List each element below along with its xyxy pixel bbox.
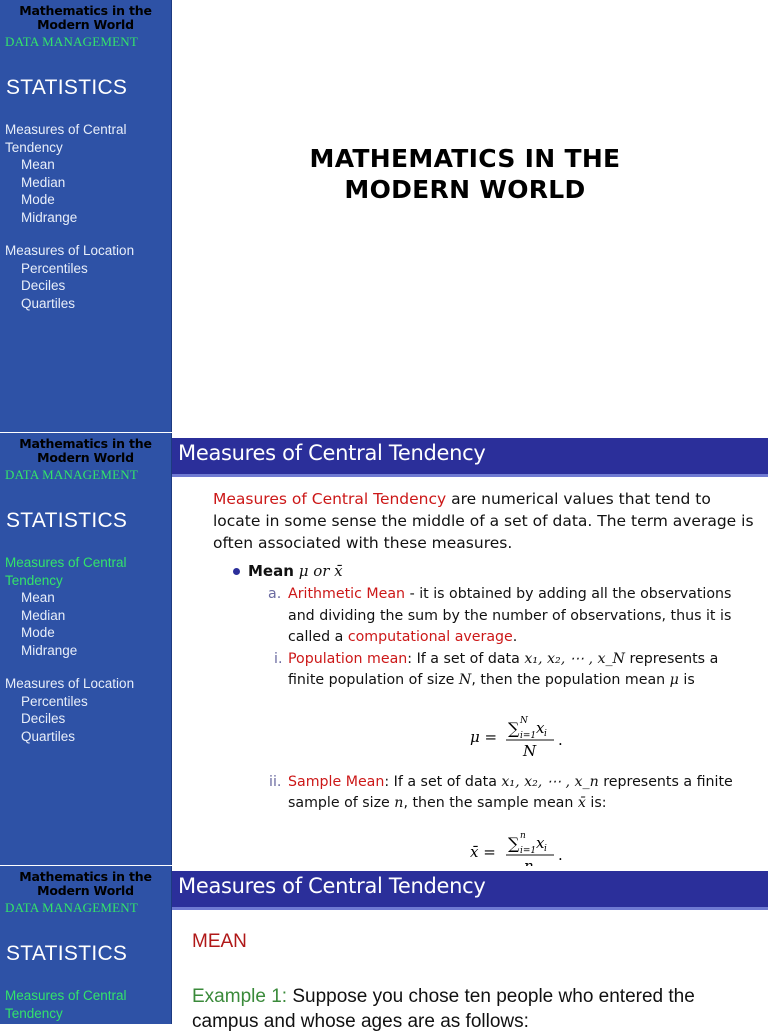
nav-item-midrange[interactable]: Midrange: [21, 209, 78, 225]
population-mean-formula: [468, 712, 628, 760]
nav-item-midrange[interactable]: Midrange: [21, 642, 78, 658]
nav-label: Tendency: [5, 1005, 63, 1021]
item-sample-mean: [269, 772, 756, 815]
example-label: Example 1:: [192, 986, 288, 1007]
brand-subtitle: DATA MANAGEMENT: [5, 34, 139, 49]
svg-text:n: n: [520, 830, 526, 841]
population-text-4: is: [678, 672, 695, 688]
svg-text:.: .: [558, 845, 563, 864]
population-text-2: represents a finite population of size: [288, 650, 719, 688]
svg-text:x: x: [536, 718, 545, 737]
nav-group-central-tendency: [5, 554, 171, 659]
sample-text-4: is:: [585, 795, 607, 811]
brand-line-2: Modern World: [37, 450, 134, 465]
nav-item-deciles[interactable]: Deciles: [21, 278, 66, 293]
sample-text-1: : If a set of data: [384, 773, 502, 790]
nav-label: Tendency: [5, 572, 63, 588]
sample-text-3: , then the sample mean: [403, 795, 578, 811]
title-line-2: MODERN WORLD: [344, 175, 586, 204]
section-title: STATISTICS: [6, 76, 128, 99]
bullet-mean-symbols: μ or x̄: [298, 562, 343, 580]
nav-group-central-tendency: [5, 121, 171, 226]
nav-item-location[interactable]: Measures of Location: [5, 243, 135, 258]
brand-line-2: Modern World: [37, 17, 134, 32]
svg-text:N: N: [523, 741, 537, 760]
population-mean-symbol: μ: [669, 672, 679, 688]
nav-item-central-tendency[interactable]: [5, 987, 171, 1022]
svg-text:.: .: [558, 730, 563, 749]
slide-content: [172, 488, 768, 875]
svg-text:x̄ =: x̄ =: [470, 842, 496, 861]
nav-item-deciles[interactable]: Deciles: [21, 711, 66, 726]
item-label-ii: ii.: [269, 773, 282, 790]
nav-item-mode[interactable]: Mode: [21, 625, 55, 640]
term-population-mean: Population mean: [288, 650, 408, 667]
title-line-1: MATHEMATICS IN THE: [309, 144, 621, 173]
svg-text:i: i: [544, 843, 547, 854]
population-size-symbol: N: [458, 672, 472, 688]
item-label-i: i.: [274, 650, 283, 667]
brand-subtitle: DATA MANAGEMENT: [5, 467, 139, 482]
bullet-mean-label: Mean: [248, 562, 294, 580]
arithmetic-mean-text: - it is obtained by adding all the observations and dividing the sum by the number of observations, thus it is called a: [288, 586, 732, 645]
population-data-symbols: x₁, x₂, ⋯ , x_N: [524, 650, 625, 667]
slide-header: [172, 871, 768, 910]
section-label-mean: MEAN: [192, 931, 247, 952]
svg-text:i: i: [544, 728, 547, 739]
slide-central-tendency-definition: [0, 433, 768, 865]
nav-label: Tendency: [5, 139, 63, 155]
brand-subtitle: DATA MANAGEMENT: [5, 900, 139, 915]
nav-group-location: [5, 242, 171, 312]
brand-line-2: Modern World: [37, 883, 134, 898]
nav-group-location: [5, 675, 171, 745]
sample-data-symbols: x₁, x₂, ⋯ , x_n: [501, 773, 599, 790]
section-title: STATISTICS: [6, 942, 128, 965]
nav-item-median[interactable]: Median: [21, 174, 66, 190]
brand-line-1: Mathematics in the: [19, 436, 152, 451]
nav-item-quartiles[interactable]: Quartiles: [21, 728, 76, 744]
example-text: Suppose you chose ten people who entered the campus and whose ages are as follows:: [192, 986, 695, 1032]
slide-header-title: Measures of Central Tendency: [178, 441, 486, 465]
item-population-mean: [274, 649, 756, 692]
formula-population-mean: [213, 712, 756, 760]
slide-mean-example: [0, 866, 768, 1032]
arithmetic-mean-end: .: [512, 629, 518, 645]
slide-title: [0, 0, 768, 432]
svg-text:i=1: i=1: [520, 845, 537, 856]
slide-main-title: [172, 143, 768, 205]
brand-title: [0, 870, 171, 898]
svg-text:N: N: [520, 715, 528, 726]
term-central-tendency: Measures of Central Tendency: [213, 490, 447, 508]
nav-group-central-tendency: [5, 987, 171, 1022]
sample-text-2: represents a finite sample of size: [288, 773, 733, 811]
nav-label: Measures of Central: [5, 122, 127, 137]
intro-text: are numerical values that tend to locate in some sense the middle of a set of data. The term average is often associated with these measures.: [213, 490, 754, 552]
svg-text:x: x: [536, 833, 545, 852]
nav-item-percentiles[interactable]: Percentiles: [21, 693, 88, 709]
nav-item-location[interactable]: Measures of Location: [5, 676, 135, 691]
nav-item-median[interactable]: Median: [21, 607, 66, 623]
nav-item-mode[interactable]: Mode: [21, 192, 55, 207]
population-text-3: , then the population mean: [471, 672, 670, 688]
sidebar: [0, 0, 172, 432]
sample-mean-symbol: x̄: [577, 795, 586, 811]
intro-paragraph: [213, 488, 756, 554]
term-arithmetic-mean: Arithmetic Mean: [288, 586, 406, 602]
bullet-dot-icon: [233, 568, 240, 575]
nav-item-central-tendency[interactable]: [5, 121, 171, 156]
nav-item-mean[interactable]: Mean: [21, 157, 55, 172]
sample-size-symbol: n: [394, 795, 404, 811]
slide-header: [172, 438, 768, 477]
brand-title: [0, 437, 171, 465]
brand-line-1: Mathematics in the: [19, 869, 152, 884]
brand-line-1: Mathematics in the: [19, 3, 152, 18]
svg-text:∑: ∑: [508, 718, 520, 738]
example-paragraph: [192, 984, 748, 1034]
section-title: STATISTICS: [6, 509, 128, 532]
nav-item-central-tendency[interactable]: [5, 554, 171, 589]
sidebar: [0, 433, 172, 865]
term-computational-average: computational average: [347, 629, 513, 645]
term-sample-mean: Sample Mean: [288, 773, 385, 790]
nav-label: Measures of Central: [5, 988, 127, 1003]
slide-header-title: Measures of Central Tendency: [178, 874, 486, 898]
bullet-mean: [233, 560, 756, 582]
nav-label: Measures of Central: [5, 555, 127, 570]
slide-content: [172, 929, 768, 1034]
item-label-a: a.: [268, 586, 282, 602]
sidebar: [0, 866, 172, 1024]
svg-text:i=1: i=1: [520, 730, 537, 741]
nav-item-percentiles[interactable]: Percentiles: [21, 260, 88, 276]
population-text-1: : If a set of data: [407, 650, 525, 667]
brand-title: [0, 4, 171, 32]
nav-item-mean[interactable]: Mean: [21, 590, 55, 605]
nav-item-quartiles[interactable]: Quartiles: [21, 295, 76, 311]
svg-text:∑: ∑: [508, 833, 520, 853]
svg-text:μ =: μ =: [470, 727, 498, 746]
item-arithmetic-mean: [268, 584, 756, 649]
